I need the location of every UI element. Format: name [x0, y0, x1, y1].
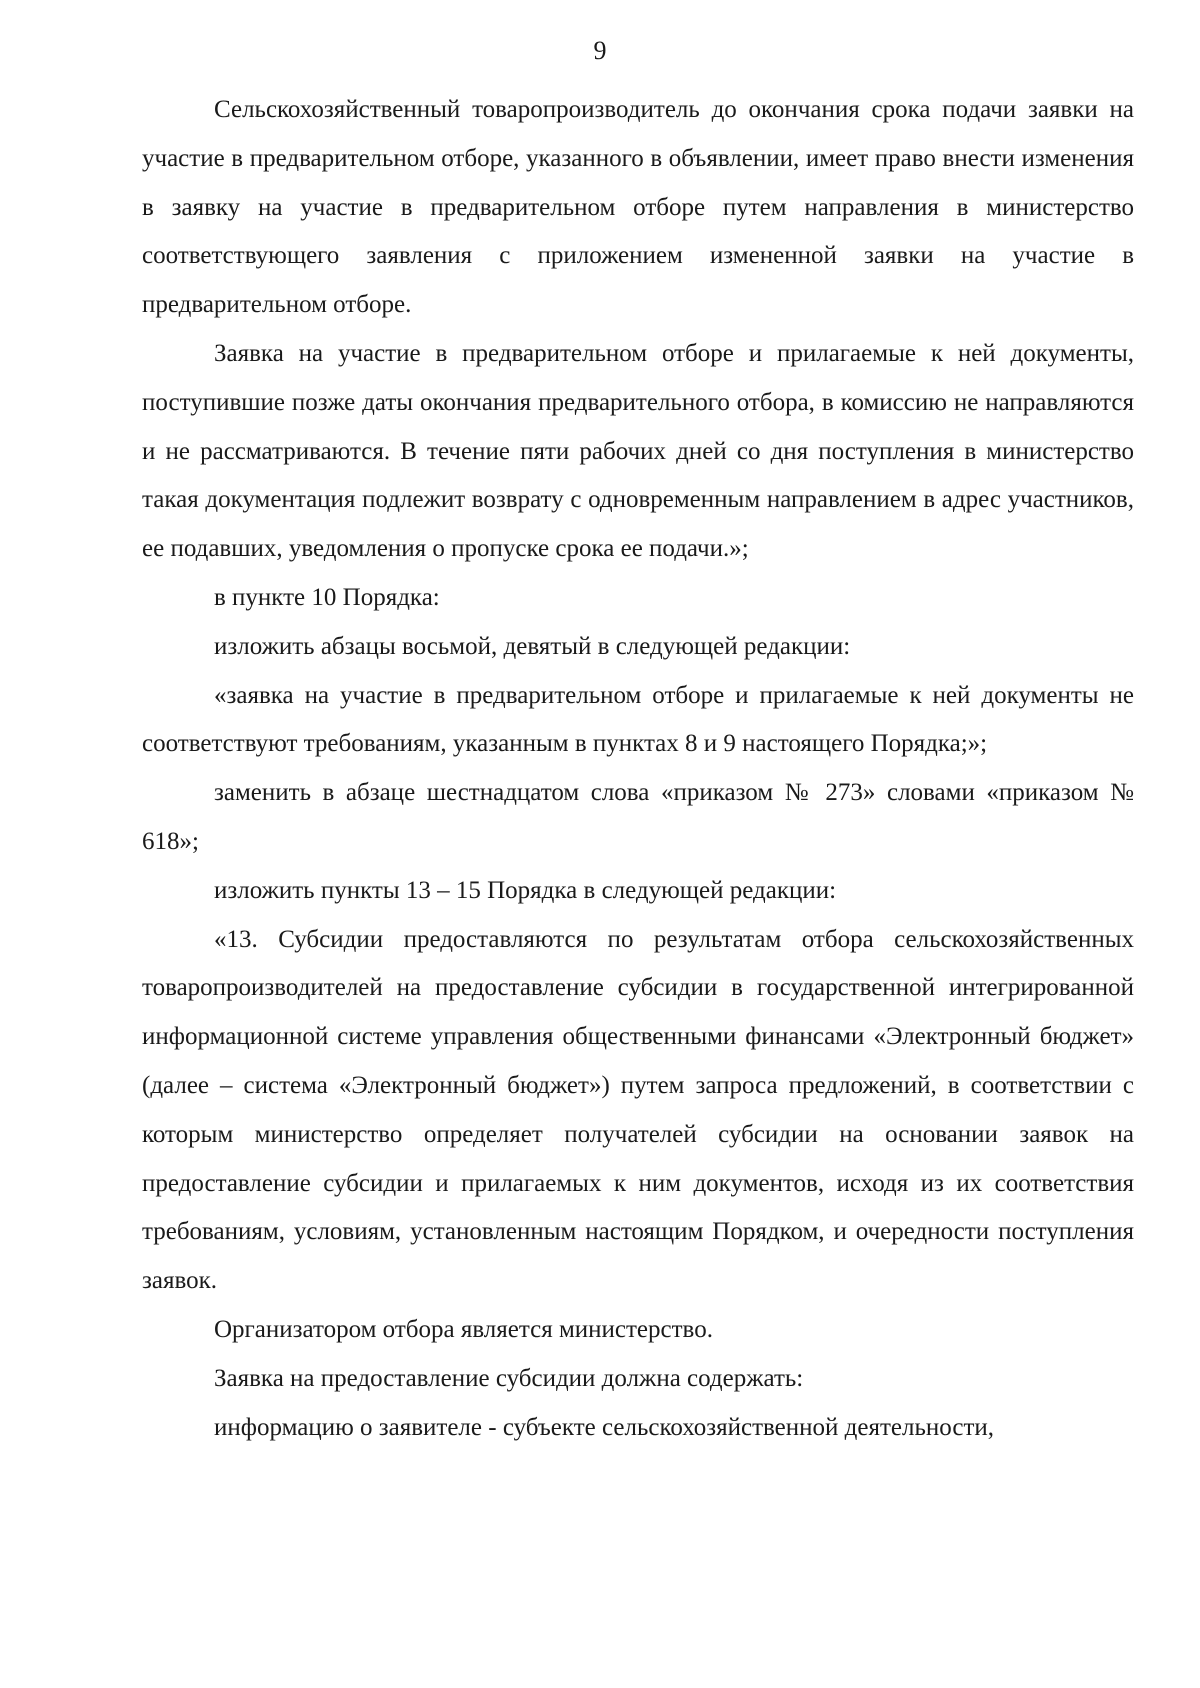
paragraph: изложить абзацы восьмой, девятый в следующей редакции:	[214, 632, 851, 660]
paragraph: изложить пункты 13 – 15 Порядка в следующей редакции:	[214, 876, 837, 904]
paragraph: заменить в абзаце шестнадцатом слова «приказом № 273» словами «приказом № 618»;	[142, 779, 1134, 855]
paragraph: «13. Субсидии предоставляются по результатам отбора сельскохозяйственных товаропроизводителей на предоставление субсидии в государственной интегрированной информационной системе управления общественными финансами «Электронный бюджет» (далее – система «Электронный бюджет») путем запроса предложений, в соответствии с которым министерство определяет получателей субсидии на основании заявок на предоставление субсидии и прилагаемых к ним документов, исходя из их соответствия требованиям, условиям, установленным настоящим Порядком, и очередности поступления заявок.	[142, 925, 1134, 1295]
paragraph: Заявка на участие в предварительном отборе и прилагаемые к ней документы, поступившие позже даты окончания предварительного отбора, в комиссию не направляются и не рассматриваются. В течение пяти рабочих дней со дня поступления в министерство такая документация подлежит возврату с одновременным направлением в адрес участников, ее подавших, уведомления о пропуске срока ее подачи.»;	[142, 339, 1134, 563]
paragraph: информацию о заявителе - субъекте сельскохозяйственной деятельности,	[214, 1413, 995, 1441]
paragraph: Заявка на предоставление субсидии должна содержать:	[214, 1364, 804, 1392]
page-number: 9	[593, 36, 607, 65]
paragraph: «заявка на участие в предварительном отборе и прилагаемые к ней документы не соответствуют требованиям, указанным в пунктах 8 и 9 настоящего Порядка;»;	[142, 681, 1134, 758]
paragraph: Организатором отбора является министерство.	[214, 1315, 713, 1343]
document-body	[142, 86, 1134, 1452]
paragraph: Сельскохозяйственный товаропроизводитель до окончания срока подачи заявки на участие в предварительном отборе, указанного в объявлении, имеет право внести изменения в заявку на участие в предварительном отборе путем направления в министерство соответствующего заявления с приложением измененной заявки на участие в предварительном отборе.	[142, 96, 1134, 319]
paragraph: в пункте 10 Порядка:	[214, 583, 440, 611]
